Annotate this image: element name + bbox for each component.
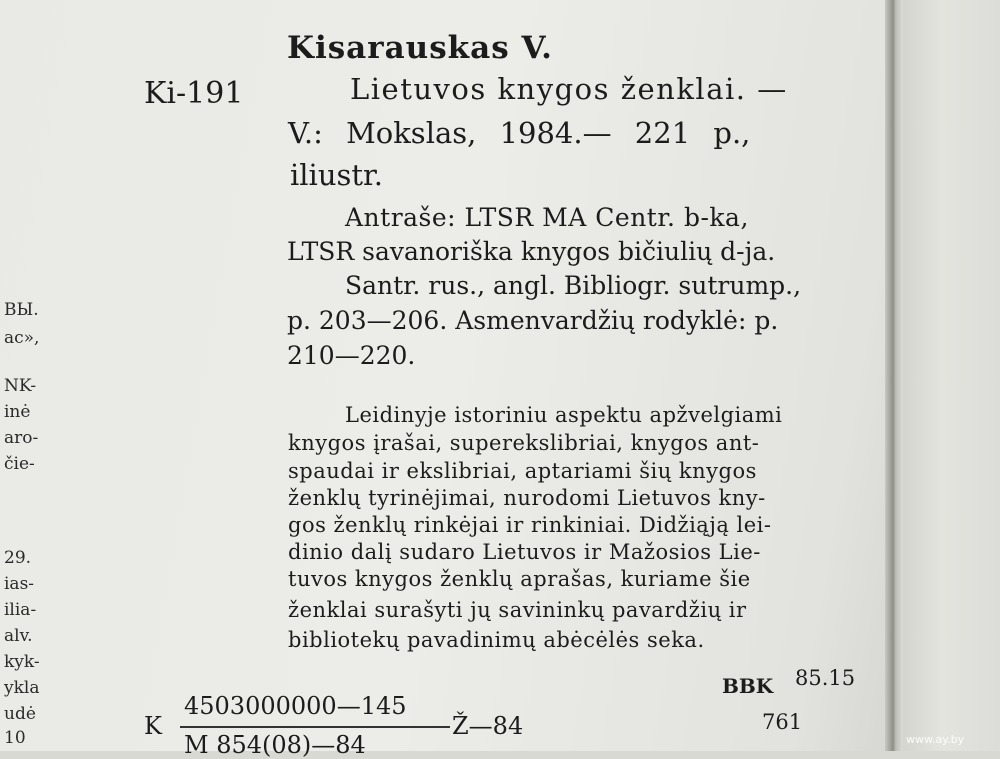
left-fragment: ilia- — [4, 600, 37, 620]
notes-line: 210—220. — [287, 341, 416, 370]
illustrations-line: iliustr. — [290, 158, 383, 192]
abstract-line: Leidinyje istoriniu aspektu apžvelgiami — [345, 403, 783, 427]
bbk-code: 85.15 — [795, 666, 856, 690]
footer-denominator: M 854(08)—84 — [184, 731, 366, 759]
footer-suffix: Ž—84 — [452, 712, 524, 740]
abstract-line: tuvos knygos ženklų aprašas, kuriame šie — [288, 567, 751, 591]
left-fragment: čie- — [4, 454, 35, 474]
watermark: www.ay.by — [906, 733, 965, 746]
left-fragment: ВЫ. — [4, 300, 39, 320]
left-fragment: inė — [4, 402, 31, 422]
left-fragment: kyk- — [4, 652, 40, 672]
abstract-line: knygos įrašai, superekslibriai, knygos ant- — [288, 431, 760, 455]
footer-k: K — [144, 712, 162, 740]
left-fragment: ykla — [4, 678, 40, 698]
left-fragment: aro- — [4, 428, 39, 448]
book-gutter — [885, 0, 903, 751]
notes-line: p. 203—206. Asmenvardžių rodyklė: p. — [287, 306, 779, 335]
notes-line: Santr. rus., angl. Bibliogr. sutrump., — [345, 271, 802, 300]
left-fragment: alv. — [4, 626, 33, 646]
imprint-line: V.: Mokslas, 1984.— 221 p., — [288, 116, 751, 150]
right-page-edge — [903, 0, 1000, 751]
abstract-line: bibliotekų pavadinimų abėcėlės seka. — [288, 628, 705, 652]
abstract-line: dinio dalį sudaro Lietuvos ir Mažosios Lie- — [288, 540, 761, 564]
left-fragment: ас», — [4, 328, 40, 348]
left-fragment: 10 — [4, 728, 26, 748]
call-number: Ki-191 — [144, 76, 244, 111]
left-fragment: 29. — [4, 548, 32, 568]
notes-line: Antraše: LTSR MA Centr. b-ka, — [345, 203, 749, 232]
left-fragment: NK- — [4, 376, 37, 396]
footer-numerator: 4503000000—145 — [184, 692, 407, 720]
notes-line: LTSR savanoriška knygos bičiulių d-ja. — [287, 237, 776, 266]
abstract-line: ženklai surašyti jų savininkų pavardžių ir — [288, 598, 747, 622]
left-fragment: udė — [4, 704, 36, 724]
left-fragment: ias- — [4, 574, 35, 594]
author-heading: Kisarauskas V. — [287, 30, 553, 66]
abstract-line: spaudai ir ekslibriai, aptariami šių knygos — [288, 459, 757, 483]
fraction-divider — [180, 726, 450, 728]
title-line: Lietuvos knygos ženklai. — — [350, 72, 788, 106]
abstract-line: ženklų tyrinėjimai, nurodomi Lietuvos kny- — [288, 486, 766, 510]
bbk-label: BBK — [722, 674, 774, 698]
bbk-sub-code: 761 — [762, 710, 803, 734]
abstract-line: gos ženklų rinkėjai ir rinkiniai. Didžiąją lei- — [288, 513, 772, 537]
